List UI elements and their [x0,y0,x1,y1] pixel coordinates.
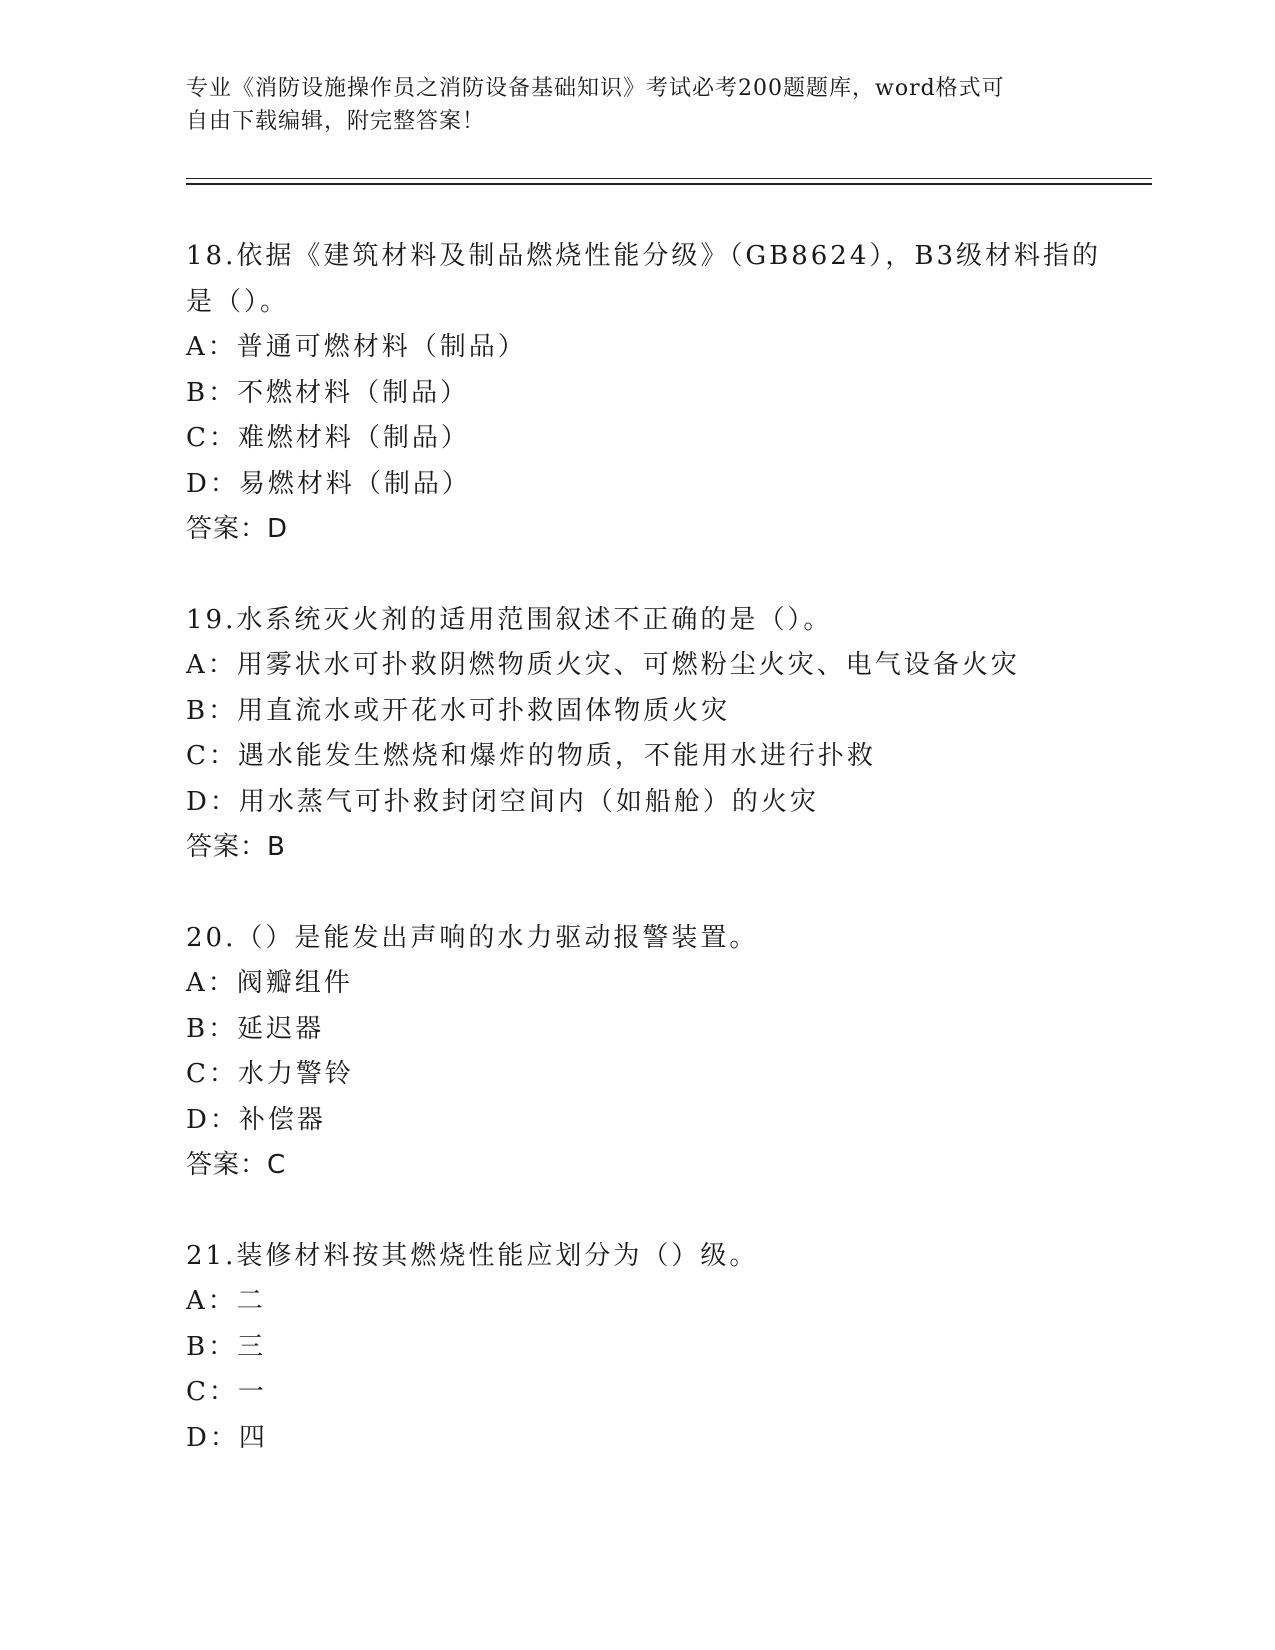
question-stem-continued: 是（）。 [186,286,290,317]
option-c: C：遇水能发生燃烧和爆炸的物质，不能用水进行扑救 [186,741,876,771]
option-a: A：二 [186,1286,266,1316]
question-list [186,234,1146,1506]
option-b: B：延迟器 [186,1013,325,1044]
option-c: C：水力警铃 [186,1059,354,1089]
question-stem: 19.水系统灭火剂的适用范围叙述不正确的是（）。 [186,604,833,635]
header-divider-thin [186,178,1152,179]
option-a: A：阀瓣组件 [186,968,353,998]
document-header [186,72,1066,138]
header-divider-thick [186,183,1152,185]
question-20 [186,916,1146,1189]
option-b: B：不燃材料（制品） [186,377,470,408]
option-b: B：三 [186,1331,267,1362]
option-a: A：普通可燃材料（制品） [186,332,527,362]
option-d: D：四 [186,1422,268,1453]
option-b: B：用直流水或开花水可扑救固体物质火灾 [186,695,731,726]
question-19 [186,598,1146,871]
option-d: D：用水蒸气可扑救封闭空间内（如船舱）的火灾 [186,786,819,817]
question-18 [186,234,1146,553]
header-line-1: 专业《消防设施操作员之消防设备基础知识》考试必考200题题库，word格式可 [186,76,1005,101]
option-d: D：补偿器 [186,1104,326,1135]
question-stem: 20.（）是能发出声响的水力驱动报警装置。 [186,922,759,953]
header-line-2: 自由下载编辑，附完整答案！ [186,109,486,134]
question-21 [186,1234,1146,1462]
option-a: A：用雾状水可扑救阴燃物质火灾、可燃粉尘火灾、电气设备火灾 [186,650,1020,680]
answer-label: 答案：C [186,1150,287,1180]
answer-label: 答案：D [186,514,289,544]
question-stem: 21.装修材料按其燃烧性能应划分为（）级。 [186,1240,759,1271]
option-c: C：难燃材料（制品） [186,423,470,453]
option-d: D：易燃材料（制品） [186,468,471,499]
answer-label: 答案：B [186,832,286,862]
option-c: C：一 [186,1377,267,1407]
question-stem: 18.依据《建筑材料及制品燃烧性能分级》（GB8624），B3级材料指的 [186,241,1102,271]
